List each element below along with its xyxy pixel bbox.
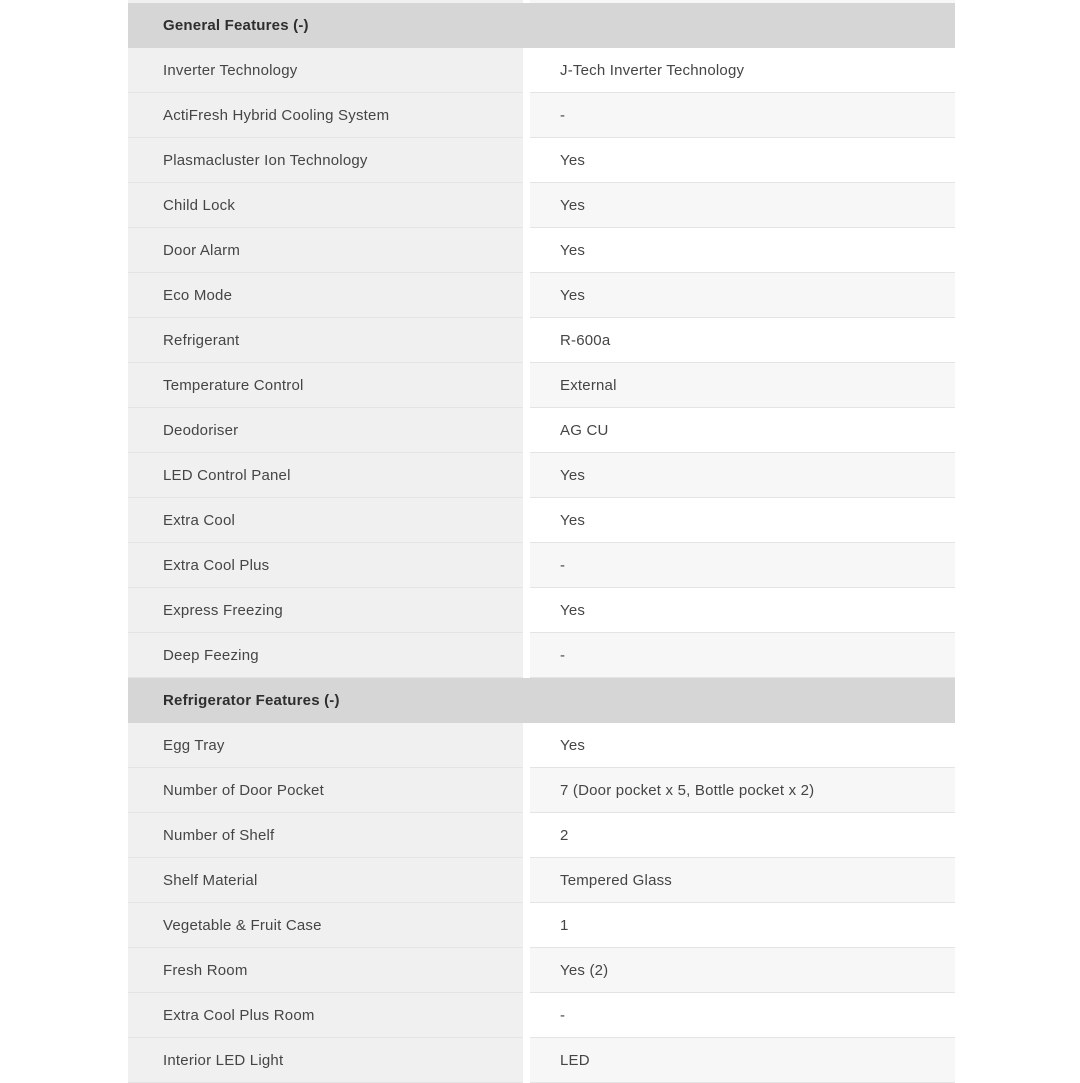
table-row — [128, 723, 955, 768]
spec-label: Extra Cool Plus Room — [128, 993, 523, 1038]
spec-label: Temperature Control — [128, 363, 523, 408]
table-row — [128, 768, 955, 813]
column-gap — [523, 408, 530, 453]
spec-value: - — [530, 93, 955, 138]
column-gap — [523, 318, 530, 363]
spec-value: AG CU — [530, 408, 955, 453]
spec-value: Yes — [530, 183, 955, 228]
spec-value: J-Tech Inverter Technology — [530, 48, 955, 93]
column-gap — [523, 183, 530, 228]
spec-table — [128, 0, 955, 1083]
partial-column-gap — [523, 0, 530, 3]
column-gap — [523, 633, 530, 678]
spec-value: Yes — [530, 588, 955, 633]
column-gap — [523, 903, 530, 948]
column-gap — [523, 948, 530, 993]
spec-label: Inverter Technology — [128, 48, 523, 93]
table-row — [128, 948, 955, 993]
spec-value: Tempered Glass — [530, 858, 955, 903]
spec-label: Number of Door Pocket — [128, 768, 523, 813]
spec-value: 7 (Door pocket x 5, Bottle pocket x 2) — [530, 768, 955, 813]
table-row — [128, 48, 955, 93]
table-row — [128, 1038, 955, 1083]
spec-value: LED — [530, 1038, 955, 1083]
column-gap — [523, 813, 530, 858]
table-row — [128, 183, 955, 228]
partial-value-cell — [530, 0, 955, 3]
spec-value: 2 — [530, 813, 955, 858]
table-row — [128, 543, 955, 588]
column-gap — [523, 768, 530, 813]
spec-value: - — [530, 993, 955, 1038]
table-row — [128, 363, 955, 408]
section-title: Refrigerator Features (-) — [163, 692, 340, 709]
spec-label: Deep Feezing — [128, 633, 523, 678]
column-gap — [523, 588, 530, 633]
table-row — [128, 408, 955, 453]
spec-label: Number of Shelf — [128, 813, 523, 858]
spec-label: Express Freezing — [128, 588, 523, 633]
table-row — [128, 318, 955, 363]
table-row — [128, 498, 955, 543]
partial-label-cell — [128, 0, 523, 3]
column-gap — [523, 228, 530, 273]
spec-label: LED Control Panel — [128, 453, 523, 498]
column-gap — [523, 138, 530, 183]
spec-value: External — [530, 363, 955, 408]
table-row — [128, 858, 955, 903]
partial-row-top — [128, 0, 955, 3]
table-row — [128, 138, 955, 183]
section-title: General Features (-) — [163, 17, 309, 34]
column-gap — [523, 363, 530, 408]
spec-label: Fresh Room — [128, 948, 523, 993]
column-gap — [523, 498, 530, 543]
spec-label: Child Lock — [128, 183, 523, 228]
spec-value: Yes — [530, 228, 955, 273]
column-gap — [523, 1038, 530, 1083]
spec-label: Vegetable & Fruit Case — [128, 903, 523, 948]
spec-value: - — [530, 543, 955, 588]
spec-label: Plasmacluster Ion Technology — [128, 138, 523, 183]
spec-label: Door Alarm — [128, 228, 523, 273]
spec-label: Shelf Material — [128, 858, 523, 903]
column-gap — [523, 993, 530, 1038]
column-gap — [523, 48, 530, 93]
spec-value: Yes — [530, 453, 955, 498]
column-gap — [523, 273, 530, 318]
spec-label: ActiFresh Hybrid Cooling System — [128, 93, 523, 138]
section-header[interactable] — [128, 3, 955, 48]
spec-value: R-600a — [530, 318, 955, 363]
table-row — [128, 813, 955, 858]
column-gap — [523, 858, 530, 903]
spec-value: Yes — [530, 138, 955, 183]
table-row — [128, 903, 955, 948]
spec-value: Yes — [530, 498, 955, 543]
table-row — [128, 273, 955, 318]
table-row — [128, 228, 955, 273]
section-header[interactable] — [128, 678, 955, 723]
spec-value: Yes — [530, 723, 955, 768]
spec-label: Eco Mode — [128, 273, 523, 318]
spec-value: Yes — [530, 273, 955, 318]
table-row — [128, 588, 955, 633]
spec-label: Egg Tray — [128, 723, 523, 768]
column-gap — [523, 453, 530, 498]
spec-label: Extra Cool Plus — [128, 543, 523, 588]
table-row — [128, 633, 955, 678]
spec-label: Extra Cool — [128, 498, 523, 543]
column-gap — [523, 543, 530, 588]
table-row — [128, 93, 955, 138]
column-gap — [523, 93, 530, 138]
spec-value: - — [530, 633, 955, 678]
spec-label: Refrigerant — [128, 318, 523, 363]
table-row — [128, 993, 955, 1038]
spec-value: 1 — [530, 903, 955, 948]
spec-label: Interior LED Light — [128, 1038, 523, 1083]
spec-value: Yes (2) — [530, 948, 955, 993]
column-gap — [523, 723, 530, 768]
table-row — [128, 453, 955, 498]
spec-label: Deodoriser — [128, 408, 523, 453]
